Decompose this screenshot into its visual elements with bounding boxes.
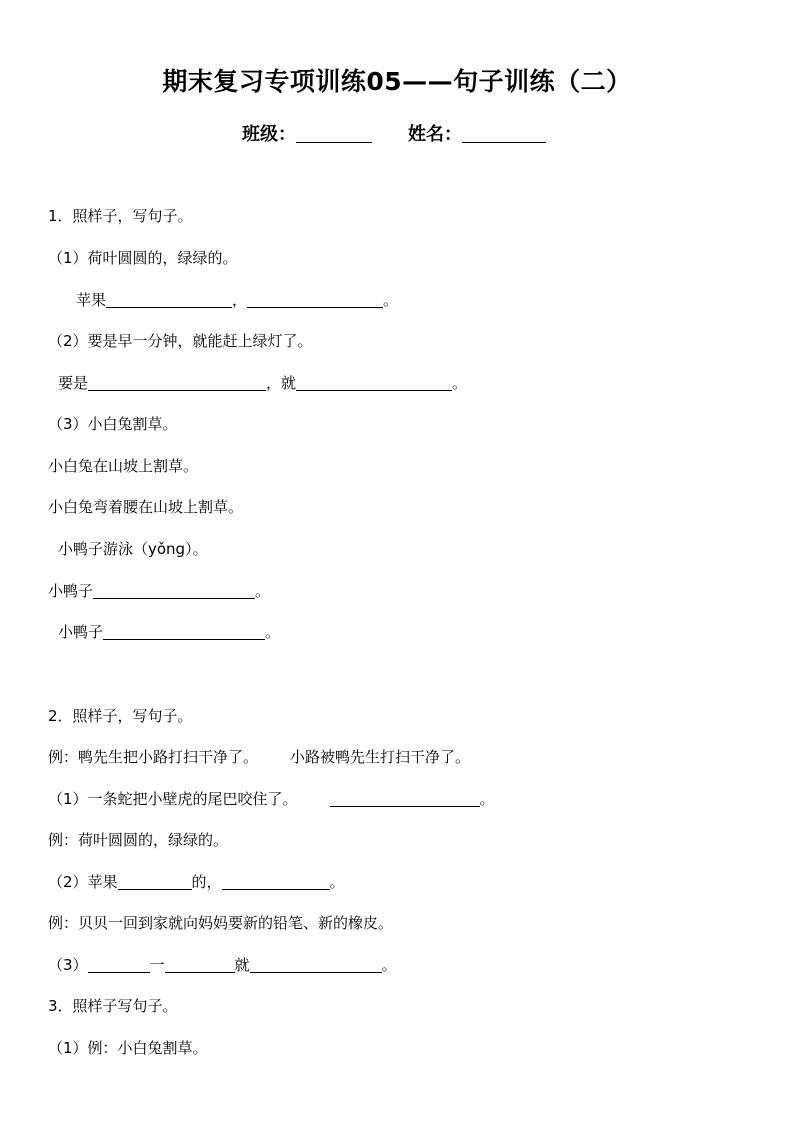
q1-p1-end: 。 [383,291,399,309]
q3-item-1: （1）例：小白兔割草。 [48,1039,208,1057]
q1-p2-fill-line [58,373,467,393]
q2-item1-end: 。 [479,790,495,808]
q3-heading: 3．照样子写句子。 [48,997,178,1015]
q2-item2-lead: （2）苹果 [48,873,118,891]
q2-item1-text: （1）一条蛇把小壁虎的尾巴咬住了。 [48,790,298,808]
q1-p1-example: （1）荷叶圆圆的，绿绿的。 [48,249,238,267]
q1-p3-blank-2[interactable] [103,623,265,640]
q2-item3-mid2: 就 [234,956,250,974]
q2-item3-blank-1[interactable] [88,956,150,973]
q2-example-1 [48,747,470,767]
q1-p1-fill-line [76,290,398,310]
q1-p3-fill2-end: 。 [265,623,281,641]
q2-item3-end: 。 [381,956,397,974]
q1-p2-end: 。 [452,374,468,392]
q1-p1-blank-1[interactable] [106,291,232,308]
q2-example-2: 例：荷叶圆圆的，绿绿的。 [48,831,229,849]
q2-item3-lead: （3） [48,956,88,974]
q2-heading: 2．照样子，写句子。 [48,707,193,725]
q1-p3-line3: 小白兔弯着腰在山坡上割草。 [48,498,244,516]
name-bar [242,120,546,146]
q2-item2-blank-1[interactable] [118,873,192,890]
q2-item3-blank-3[interactable] [250,956,382,973]
q1-p2-blank-2[interactable] [296,374,452,391]
q2-item2-mid: 的， [191,873,222,891]
q2-item3-blank-2[interactable] [165,956,235,973]
q1-p3-line4: 小鸭子游泳（yǒng）。 [58,540,208,558]
q1-p3-line2: 小白兔在山坡上割草。 [48,457,199,475]
name-label: 姓名： [408,124,462,145]
q1-p2-blank-1[interactable] [88,374,266,391]
q2-item3-mid1: 一 [149,956,165,974]
q1-p2-mid: ，就 [266,374,297,392]
q2-ex1-a: 例：鸭先生把小路打扫干净了。 [48,748,259,766]
q1-p3-fill2-line [58,622,280,642]
q2-item2-blank-2[interactable] [222,873,330,890]
q1-p1-lead: 苹果 [76,291,107,309]
q2-item-2 [48,872,345,892]
class-field[interactable] [296,124,372,143]
q1-p3-example: （3）小白兔割草。 [48,415,178,433]
q2-example-3: 例：贝贝一回到家就向妈妈要新的铅笔、新的橡皮。 [48,914,394,932]
q2-item-3 [48,955,397,975]
q1-p1-blank-2[interactable] [247,291,383,308]
q1-p2-example: （2）要是早一分钟，就能赶上绿灯了。 [48,332,313,350]
q1-heading: 1．照样子，写句子。 [48,207,193,225]
q1-p1-comma: ， [232,291,248,309]
q2-item2-end: 。 [329,873,345,891]
q2-item-1 [48,789,495,809]
q1-p3-fill2-lead: 小鸭子 [58,623,104,641]
q1-p3-blank-1[interactable] [93,582,255,599]
q1-p3-fill1-end: 。 [255,582,271,600]
q2-item1-blank[interactable] [330,790,480,807]
q1-p3-fill1-lead: 小鸭子 [48,582,94,600]
name-field[interactable] [462,124,546,143]
q1-p2-lead: 要是 [58,374,89,392]
q2-ex1-b: 小路被鸭先生打扫干净了。 [290,748,471,766]
page-title: 期末复习专项训练05——句子训练（二） [162,67,632,96]
q1-p3-fill1-line [48,581,270,601]
class-label: 班级： [242,124,296,145]
